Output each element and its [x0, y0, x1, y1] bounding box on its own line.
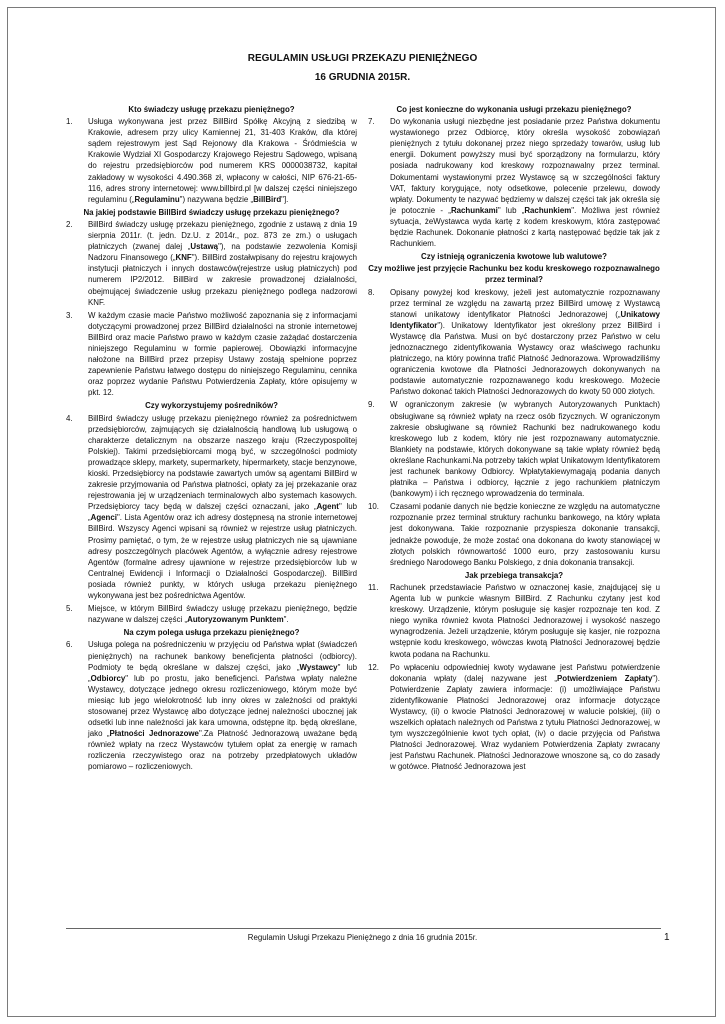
item-text: W każdym czasie macie Państwo możliwość zapoznania się z informacjami dotyczącymi prowadzonej przez BillBird działalności na stronie internetowej BillBird oraz macie Państwo prawo w każdym czasie zażądać dostarczenia niniejszego Regulaminu w formie papierowej. Obowiązki informacyjne nałożone na BillBird przez przepisy Ustawy zostają spełnione poprzez zapewnienie Państwu łatwego dostępu do niniejszego Regulaminu, cennika oraz poprzez wydanie Państwu Potwierdzenia Zapłaty, które opisujemy w pkt. 12. — [88, 310, 357, 398]
left-column — [66, 104, 357, 775]
list-item — [66, 639, 357, 772]
section-heading: Czy istnieją ograniczenia kwotowe lub walutowe? — [421, 252, 607, 262]
item-text: Czasami podanie danych nie będzie konieczne ze względu na automatyczne rozpoznanie przez terminal struktury rachunku bankowego, na który wpłata jest dokonywana. Takie rozpoznanie przyspiesza dokonanie transakcji, jednakże powoduje, że może zostać ona dokonana do kwoty stanowiącej w złotych polskich równowartość 1000 euro, przy zastosowaniu kursu średniego Narodowego Banku Polskiego, z dnia dokonania transakcji. — [390, 502, 660, 567]
item-text: Rachunek przedstawiacie Państwo w oznaczonej kasie, znajdującej się u Agenta lub w punkcie własnym BillBird. Z Rachunku czytany jest kod kreskowy. Urządzenie, którym posługuje się kasjer rozpoznaje ten kod. Z niego wynika również kwota Płatności Jednorazowej i wysokość naszego wynagrodzenia. Jeżeli urządzenie, którym posługuje się kasjer, nie rozpozna wstępnie kodu kreskowego, wówczas kwotą Płatności Jednorazowej będzie kwota podana na Rachunku. — [390, 582, 660, 659]
item-text: Miejsce, w którym BillBird świadczy usługę przekazu pieniężnego, będzie nazywane w dalszej części „Autoryzowanym Punktem". — [88, 604, 357, 625]
item-number: 5. — [66, 604, 73, 614]
right-column — [368, 104, 660, 775]
section-heading: Na czym polega usługa przekazu pieniężnego? — [123, 628, 300, 638]
document-title: REGULAMIN USŁUGI PRZEKAZU PIENIĘŻNEGO — [247, 53, 478, 64]
section-heading: Kto świadczy usługę przekazu pieniężnego? — [128, 105, 295, 114]
list-item — [368, 662, 660, 773]
item-number: 7. — [368, 117, 375, 127]
item-text: Opisany powyżej kod kreskowy, jeżeli jest automatycznie rozpoznawany przez terminal ze względu na zawartą przez BillBird umowę z Wystawcą stanowi unikatowy identyfikator Płatności Jednorazowej („Unikatowy Identyfikator"). Unikatowy Identyfikator jest określony przez BillBird i Wystawcę dla Państwa. Musi on być dostarczony przez Państwo w celu jednoznacznego zidentyfikowania Wystawcy oraz właściwego rachunku płatniczego, na który powinna trafić Płatność Jednorazowa. Wprowadziliśmy ograniczenia kwotowe dla Płatności Jednorazowych dokonywanych na podstawie automatycznie rozpoznawanego kodu kreskowego. Możecie Państwo dokonać takich Płatności Jednorazowych do kwoty 50 000 złotych. — [390, 287, 660, 397]
item-number: 6. — [66, 640, 73, 650]
footer-divider — [66, 928, 661, 929]
item-number: 8. — [368, 287, 375, 297]
item-number: 1. — [66, 117, 73, 127]
list-item — [368, 287, 660, 398]
section-heading: Czy możliwe jest przyjęcie Rachunku bez kodu kreskowego rozpoznawalnego przez terminal? — [368, 264, 660, 285]
item-number: 11. — [368, 582, 379, 592]
item-text: Usługa polega na pośredniczeniu w przyjęciu od Państwa wpłat (świadczeń pieniężnych) na rachunek bankowy beneficjenta płatności (odbiorcy). Podmioty te będą określane w dalszej części, jako „Wystawcy" lub „Odbiorcy" lub po prostu, jako beneficjenci. Państwa wpłaty należne Wystawcy, dotyczące jednego okresu rozliczeniowego, którym może być miesiąc lub jego wielokrotność lub inny okres w zależności od praktyki stosowanej przez Wystawcę albo dotyczące jednej należności ubocznej jak odsetki lub inne należności jak kara umowna, odstępne itp. będą określane, jako „Płatności Jednorazowe".Za Płatność Jednorazową uważane będą również wpłaty na rzecz Wystawców tytułem opłat za energię w ramach rozliczenia rzeczywistego oraz na potrzeby przedpłatowych układów pomiarowo – rozliczeniowych. — [88, 640, 357, 772]
list-item — [66, 310, 357, 399]
list-item — [66, 603, 357, 625]
item-text: Usługa wykonywana jest przez BillBird Spółkę Akcyjną z siedzibą w Krakowie, adresem przy ulicy Kamiennej 21, 31-403 Kraków, dla której sądem rejestrowym jest Sąd Rejonowy dla Krakowa - Śródmieścia w Krakowie Wydział XI Gospodarczy Krajowego Rejestru Sądowego, wpisaną do rejestru przedsiębiorców pod numerem KRS 0000038732, kapitał zakładowy w wysokości 4.490.368 zł, wpłacony w całości, NIP 676-21-65-116, adres strony internetowej: www.billbird.pl [w dalszej części niniejszego regulaminu („Regulaminu") nazywana będzie „BillBird"]. — [88, 117, 357, 204]
list-item — [368, 582, 660, 660]
item-text: W ograniczonym zakresie (w wybranych Autoryzowanych Punktach) obsługiwane są również wpłaty na rzecz osób fizycznych. W ograniczonym zakresie obsługiwane są również Rachunki bez nadrukowanego kodu kreskowego lub z kodem, który nie jest rozpoznawany automatycznie. Blankiety na podstawie, których dokonywane są takie wpłaty również będą określane Rachunkami.Na potrzeby takich wpłat Unikatowym Identyfikatorem jest rachunek bankowy Odbiorcy. Wpłatytakiewymagają podania danych płatnika – Państwa i odbiorcy, łącznie z jego rachunkiem płatniczym (bankowym) i ich ręcznego wprowadzenia do terminala. — [390, 400, 660, 499]
item-number: 10. — [368, 502, 379, 512]
list-item — [66, 219, 357, 308]
item-number: 2. — [66, 219, 73, 229]
item-number: 12. — [368, 662, 379, 672]
document-date: 16 GRUDNIA 2015R. — [314, 72, 411, 83]
list-item — [368, 116, 660, 249]
item-number: 9. — [368, 400, 375, 410]
list-item — [368, 399, 660, 499]
item-number: 4. — [66, 413, 73, 423]
item-text: Po wpłaceniu odpowiedniej kwoty wydawane jest Państwu potwierdzenie dokonania wpłaty (dalej nazywane jest „Potwierdzeniem Zapłaty"). Potwierdzenie Zapłaty zawiera informacje: (i) umożliwiające Państwu zidentyfikowanie Płatności Jednorazowej oraz informacje dotyczące Wystawcy, (ii) o kwocie Płatności Jednorazowej w walucie polskiej, (iii) o wszelkich opłatach należnych od Państwa z tytułu Płatności Jednorazowej, w tym wyszczególnienie kwot tych opłat, (iv) o dacie przyjęcia od Państwa Płatności Jednorazowej. Wraz wydaniem Potwierdzenia Zapłaty zwracany jest Państwu Rachunek. Płatności Jednorazowe wnoszone są, co do zasady w gotówce. Płatność Jednorazowa jest — [390, 662, 660, 772]
item-text: BillBird świadczy usługę przekazu pieniężnego również za pośrednictwem przedsiębiorców, zajmujących się działalnością handlową lub usługową o charakterze detalicznym na obszarze naszego kraju (Rzeczypospolitej Polskiej). Takimi przedsiębiorcami mogą być, w szczególności podmioty prowadzące sklepy, markety, supermarkety, hipermarkety, stacje benzynowe, kioski. Przedsiębiorcy na podstawie zawartych umów są agentami BillBird w zakresie przyjmowania od Państwa płatności, opłaty za jej przekazanie oraz rejestrowania jej w urządzeniach terminalowych albo systemach kasowych. Przedsiębiorcy tacy będą w dalszej części oznaczani, jako „Agent" lub „Agenci". Lista Agentów oraz ich adresy dostępnesą na stronie internetowej BillBird. Wszyscy Agenci wpisani są również w rejestrze usług płatniczych. Prosimy pamiętać, o tym, że w rejestrze usług płatniczych nie są ujawniane adresy poszczególnych placówek Agentów, a wyłącznie adresy rejestrowe Agentów (formalne adresy ujawnione w rejestrze przedsiębiorców lub w Centralnej Ewidencji i Informacji o Działalności Gospodarczej). BillBird posiada również punkty, w których usługa przekazu pieniężnego wykonywana jest bez pośrednictwa Agentów. — [88, 413, 357, 601]
item-text: Do wykonania usługi niezbędne jest posiadanie przez Państwa dokumentu wystawionego przez Odbiorcę, który określa wysokość zobowiązań pieniężnych z tytułu dokonanej przez niego sprzedaży towarów, usług lub energii. Dokument powyższy musi być sporządzony na formularzu, który posiada nadrukowany kod kreskowy rozpoznawalny przez terminal. Dokumentami wystawionymi przez Wystawcę są w szczególności faktury VAT, faktury korygujące, noty odsetkowe, polecenie przelewu, dowody wpłaty. Dokumenty te nazywać będziemy w dalszej części tak jak określa się je potocznie - „Rachunkami" lub „Rachunkiem". Możliwa jest również sytuacja, żeWystawca wyda kartę z kodem kreskowym, która zastępować będzie Rachunek. Dokonanie płatności z kartą następować będzie tak jak z Rachunkiem. — [390, 117, 660, 249]
page-number: 1 — [664, 932, 670, 943]
section-heading: Co jest konieczne do wykonania usługi przekazu pieniężnego? — [396, 105, 632, 114]
item-text: BillBird świadczy usługę przekazu pieniężnego, zgodnie z ustawą z dnia 19 sierpnia 2011r. (t. jedn. Dz.U. z 2014r., poz. 873 ze zm.) o usługach płatniczych (zwanej dalej „Ustawą"), na podstawie zezwolenia Komisji Nadzoru Finansowego („KNF"). BillBird zostałwpisany do rejestru krajowych instytucji płatniczych i innych dostawców(rejestrze usług płatniczych) pod numerem IP2/2012. BillBird w zakresie prowadzonej działalności, obejmującej świadczenie usług przekazu pieniężnego podlega nadzorowi KNF. — [88, 219, 357, 307]
section-heading: Jak przebiega transakcja? — [464, 570, 564, 580]
section-heading: Czy wykorzystujemy pośredników? — [145, 401, 278, 411]
footer-text: Regulamin Usługi Przekazu Pieniężnego z dnia 16 grudnia 2015r. — [247, 933, 478, 942]
list-item — [368, 501, 660, 568]
section-heading: Na jakiej podstawie BillBird świadczy usługę przekazu pieniężnego? — [83, 207, 340, 217]
list-item — [66, 413, 357, 602]
list-item — [66, 116, 357, 205]
item-number: 3. — [66, 310, 73, 320]
